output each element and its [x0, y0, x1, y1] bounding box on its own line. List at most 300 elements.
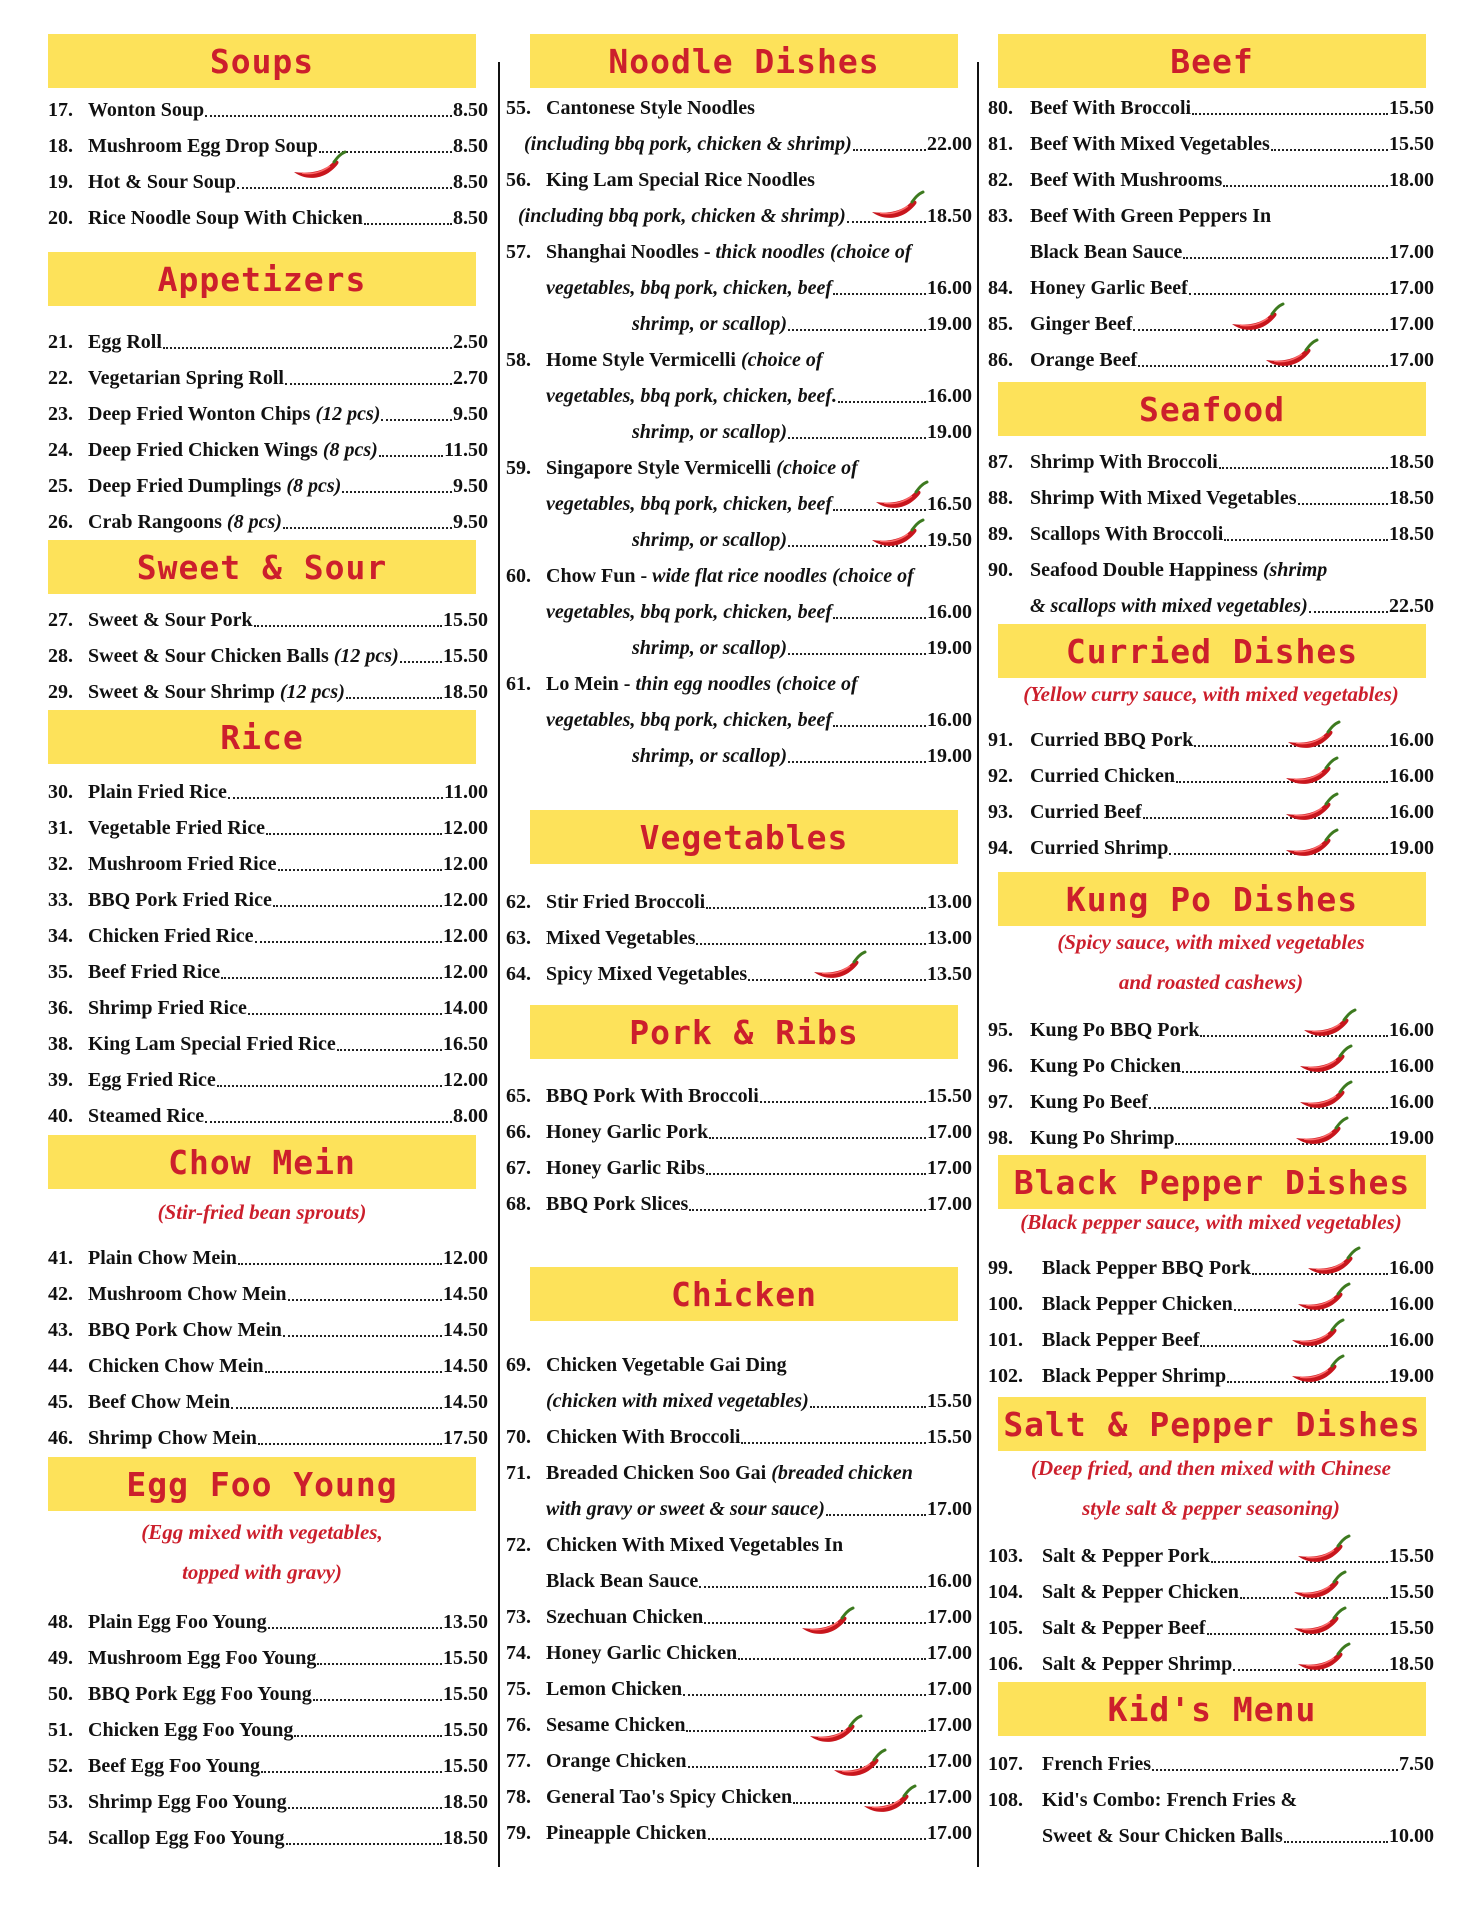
item-price: 16.00 [927, 277, 972, 299]
item-price: 16.50 [443, 1033, 488, 1055]
menu-item [48, 160, 488, 194]
item-number: 18. [48, 135, 73, 157]
item-number: 44. [48, 1355, 73, 1377]
item-number: 71. [506, 1462, 531, 1484]
item-price: 18.50 [1389, 487, 1434, 509]
leader-dots [760, 1100, 926, 1103]
leader-dots [833, 508, 926, 511]
item-name: Mushroom Chow Mein [88, 1283, 287, 1305]
item-number: 84. [988, 277, 1013, 299]
menu-item [506, 266, 972, 300]
item-price: 10.00 [1389, 1825, 1434, 1847]
section-title: Chow Mein [168, 1142, 356, 1182]
item-price: 17.50 [443, 1427, 488, 1449]
item-name: Mushroom Fried Rice [88, 853, 277, 875]
item-name: Black Pepper BBQ Pork [1042, 1257, 1252, 1279]
leader-dots [221, 976, 442, 979]
item-name: Hot & Sour Soup [88, 171, 237, 193]
leader-dots [379, 454, 443, 457]
menu-item [506, 446, 972, 480]
item-name: BBQ Pork Slices [546, 1193, 689, 1215]
item-note: wide flat rice noodles (choice of [652, 565, 914, 587]
leader-dots [400, 660, 442, 663]
item-number: 28. [48, 645, 73, 667]
kung-po-header [998, 872, 1426, 926]
item-name: shrimp, or scallop) [632, 529, 788, 551]
menu-item [988, 512, 1434, 546]
item-name: Sweet & Sour Shrimp (12 pcs) [88, 681, 345, 703]
item-number: 53. [48, 1791, 73, 1813]
item-price: 17.00 [1389, 313, 1434, 335]
soups-header [48, 34, 476, 88]
item-name: Steamed Rice [88, 1105, 205, 1127]
leader-dots [265, 1370, 442, 1373]
item-number: 106. [988, 1653, 1023, 1675]
curried-header [998, 624, 1426, 678]
leader-dots [1152, 1768, 1398, 1771]
item-number: 66. [506, 1121, 531, 1143]
item-price: 18.50 [443, 1791, 488, 1813]
item-price: 17.00 [927, 1822, 972, 1844]
menu-item [506, 554, 972, 588]
item-name: Honey Garlic Pork [546, 1121, 709, 1143]
item-price: 17.00 [1389, 241, 1434, 263]
item-price: 22.00 [927, 133, 972, 155]
item-name: Scallop Egg Foo Young [88, 1827, 285, 1849]
item-number: 42. [48, 1283, 73, 1305]
item-price: 16.00 [927, 1570, 972, 1592]
menu-item [506, 1343, 972, 1377]
item-price: 18.50 [1389, 523, 1434, 545]
leader-dots [261, 1770, 442, 1773]
item-name: Black Pepper Chicken [1042, 1293, 1233, 1315]
item-number: 83. [988, 205, 1013, 227]
item-name: & scallops with mixed vegetables) [1030, 595, 1308, 617]
item-number: 75. [506, 1678, 531, 1700]
item-number: 104. [988, 1581, 1023, 1603]
leader-dots [273, 904, 442, 907]
menu-item [988, 1742, 1434, 1776]
item-price: 15.50 [443, 1683, 488, 1705]
item-note: thin egg noodles (choice of [635, 673, 858, 695]
item-number: 34. [48, 925, 73, 947]
menu-item [506, 698, 972, 732]
leader-dots [696, 942, 926, 945]
item-number: 41. [48, 1247, 73, 1269]
section-title: Vegetables [639, 817, 849, 857]
item-price: 19.00 [1389, 1127, 1434, 1149]
item-price: 7.50 [1399, 1753, 1434, 1775]
item-price: 12.00 [443, 853, 488, 875]
item-name: Chicken Chow Mein [88, 1355, 264, 1377]
leader-dots [254, 624, 442, 627]
menu-item [48, 1744, 488, 1778]
leader-dots [283, 1334, 442, 1337]
leader-dots [689, 1208, 926, 1211]
item-note: (12 pcs) [315, 403, 381, 425]
leader-dots [228, 796, 443, 799]
item-name: Chicken With Mixed Vegetables In [546, 1534, 844, 1556]
leader-dots [1133, 328, 1388, 331]
item-number: 19. [48, 171, 73, 193]
leader-dots [1143, 816, 1388, 819]
leader-dots [1183, 256, 1388, 259]
item-name: vegetables, bbq pork, chicken, beef [546, 709, 833, 731]
item-price: 17.00 [927, 1606, 972, 1628]
item-number: 59. [506, 457, 531, 479]
item-price: 19.00 [1389, 837, 1434, 859]
item-number: 27. [48, 609, 73, 631]
item-name: (chicken with mixed vegetables) [546, 1390, 809, 1412]
menu-item [988, 1116, 1434, 1150]
leader-dots [237, 186, 452, 189]
noodle-dishes-header [530, 34, 958, 88]
menu-item [506, 230, 972, 264]
menu-item [988, 122, 1434, 156]
item-price: 16.00 [927, 709, 972, 731]
leader-dots [793, 1801, 926, 1804]
leader-dots [1234, 1308, 1388, 1311]
leader-dots [217, 1084, 442, 1087]
menu-item [988, 1246, 1434, 1280]
item-price: 17.00 [927, 1786, 972, 1808]
item-price: 16.00 [1389, 1329, 1434, 1351]
item-price: 13.00 [927, 927, 972, 949]
leader-dots [1224, 538, 1388, 541]
item-name: Kung Po BBQ Pork [1030, 1019, 1200, 1041]
item-number: 39. [48, 1069, 73, 1091]
item-price: 8.50 [453, 135, 488, 157]
item-number: 22. [48, 367, 73, 389]
item-number: 26. [48, 511, 73, 533]
item-name: Beef With Mixed Vegetables [1030, 133, 1270, 155]
item-number: 73. [506, 1606, 531, 1628]
chow-mein-header [48, 1135, 476, 1189]
menu-item [506, 1451, 972, 1485]
leader-dots [788, 652, 926, 655]
menu-item [48, 842, 488, 876]
item-number: 88. [988, 487, 1013, 509]
leader-dots [1309, 610, 1388, 613]
section-description: style salt & pepper seasoning) [1082, 1496, 1340, 1520]
item-name: Orange Chicken [546, 1750, 687, 1772]
menu-item [988, 1044, 1434, 1078]
item-number: 79. [506, 1822, 531, 1844]
item-number: 52. [48, 1755, 73, 1777]
menu-item [988, 1606, 1434, 1640]
leader-dots [268, 1626, 442, 1629]
menu-item [988, 440, 1434, 474]
leader-dots [1298, 502, 1388, 505]
item-number: 32. [48, 853, 73, 875]
item-name: Seafood Double Happiness (shrimp [1030, 559, 1328, 581]
item-number: 50. [48, 1683, 73, 1705]
menu-item [506, 338, 972, 372]
item-price: 15.50 [443, 645, 488, 667]
menu-item [48, 320, 488, 354]
menu-item [48, 1272, 488, 1306]
item-name: vegetables, bbq pork, chicken, beef. [546, 385, 838, 407]
item-price: 18.50 [443, 1827, 488, 1849]
item-price: 18.00 [1389, 169, 1434, 191]
item-number: 33. [48, 889, 73, 911]
item-name: Beef With Broccoli [1030, 97, 1192, 119]
menu-item [506, 518, 972, 552]
item-price: 16.00 [1389, 801, 1434, 823]
leader-dots [1211, 1560, 1388, 1563]
menu-item [506, 410, 972, 444]
item-number: 68. [506, 1193, 531, 1215]
menu-item [506, 1182, 972, 1216]
item-price: 13.00 [927, 891, 972, 913]
item-number: 74. [506, 1642, 531, 1664]
section-title: Chicken [670, 1274, 818, 1314]
item-price: 15.50 [443, 1755, 488, 1777]
leader-dots [788, 760, 926, 763]
leader-dots [205, 1120, 452, 1123]
item-number: 87. [988, 451, 1013, 473]
item-name: Chicken Fried Rice [88, 925, 254, 947]
item-name: Black Pepper Beef [1042, 1329, 1200, 1351]
item-name: King Lam Special Rice Noodles [546, 169, 815, 191]
leader-dots [748, 978, 926, 981]
menu-item [48, 464, 488, 498]
item-number: 38. [48, 1033, 73, 1055]
menu-item [988, 1814, 1434, 1848]
menu-item [988, 1008, 1434, 1042]
item-price: 18.50 [1389, 451, 1434, 473]
item-name: Crab Rangoons (8 pcs) [88, 511, 282, 533]
item-price: 8.50 [453, 171, 488, 193]
item-price: 12.00 [443, 925, 488, 947]
item-number: 25. [48, 475, 73, 497]
item-note: (shrimp [1262, 559, 1328, 581]
menu-item [506, 880, 972, 914]
leader-dots [205, 114, 452, 117]
menu-item [988, 302, 1434, 336]
item-price: 9.50 [453, 511, 488, 533]
item-name: Black Bean Sauce [546, 1570, 699, 1592]
menu-item [48, 1380, 488, 1414]
leader-dots [699, 1585, 926, 1588]
item-name: Chow Fun - wide flat rice noodles (choice of [546, 565, 914, 587]
item-price: 9.50 [453, 475, 488, 497]
item-name: Deep Fried Dumplings (8 pcs) [88, 475, 342, 497]
item-name: Sweet & Sour Pork [88, 609, 253, 631]
item-name: Curried Shrimp [1030, 837, 1169, 859]
leader-dots [238, 1262, 442, 1265]
item-number: 62. [506, 891, 531, 913]
menu-item [48, 124, 488, 158]
item-name: Vegetarian Spring Roll [88, 367, 284, 389]
item-name: Curried BBQ Pork [1030, 729, 1194, 751]
item-number: 29. [48, 681, 73, 703]
item-number: 20. [48, 207, 73, 229]
item-name: vegetables, bbq pork, chicken, beef [546, 493, 833, 515]
item-price: 2.70 [453, 367, 488, 389]
item-name: King Lam Special Fried Rice [88, 1033, 336, 1055]
column-divider-left [498, 62, 500, 1867]
leader-dots [1252, 1272, 1388, 1275]
menu-item [48, 1780, 488, 1814]
item-price: 16.00 [1389, 729, 1434, 751]
item-name: with gravy or sweet & sour sauce) [546, 1498, 825, 1520]
item-number: 40. [48, 1105, 73, 1127]
item-name: Ginger Beef [1030, 313, 1133, 335]
appetizers-header [48, 252, 476, 306]
leader-dots [288, 1806, 442, 1809]
section-title: Egg Foo Young [126, 1464, 398, 1504]
kids-menu-header [998, 1682, 1426, 1736]
item-price: 14.50 [443, 1355, 488, 1377]
item-number: 46. [48, 1427, 73, 1449]
item-number: 17. [48, 99, 73, 121]
menu-item [506, 734, 972, 768]
item-price: 11.50 [444, 439, 488, 461]
item-name: Lemon Chicken [546, 1678, 683, 1700]
item-name: Beef With Green Peppers In [1030, 205, 1272, 227]
item-price: 16.00 [1389, 1257, 1434, 1279]
item-price: 13.50 [927, 963, 972, 985]
section-title: Curried Dishes [1065, 631, 1359, 671]
item-number: 36. [48, 997, 73, 1019]
item-price: 16.00 [1389, 1293, 1434, 1315]
item-number: 105. [988, 1617, 1023, 1639]
menu-item [48, 1416, 488, 1450]
section-description: topped with gravy) [182, 1560, 342, 1584]
item-price: 16.00 [927, 385, 972, 407]
item-number: 48. [48, 1611, 73, 1633]
menu-item [506, 1415, 972, 1449]
leader-dots [1227, 1380, 1388, 1383]
item-name: BBQ Pork Chow Mein [88, 1319, 282, 1341]
menu-item [48, 500, 488, 534]
section-title: Sweet & Sour [136, 547, 388, 587]
item-name: Shrimp Fried Rice [88, 997, 247, 1019]
section-title: Pork & Ribs [629, 1012, 859, 1052]
menu-item [48, 1236, 488, 1270]
leader-dots [847, 220, 926, 223]
leader-dots [346, 696, 442, 699]
item-name: Scallops With Broccoli [1030, 523, 1224, 545]
item-price: 15.50 [443, 609, 488, 631]
item-price: 15.50 [1389, 1545, 1434, 1567]
leader-dots [1219, 466, 1388, 469]
item-number: 72. [506, 1534, 531, 1556]
leader-dots [255, 940, 442, 943]
item-price: 15.50 [443, 1719, 488, 1741]
menu-item [988, 86, 1434, 120]
leader-dots [738, 1657, 926, 1660]
item-number: 31. [48, 817, 73, 839]
menu-item [988, 230, 1434, 264]
menu-item [506, 1739, 972, 1773]
leader-dots [1284, 1840, 1388, 1843]
item-number: 78. [506, 1786, 531, 1808]
pork-ribs-header [530, 1005, 958, 1059]
item-number: 101. [988, 1329, 1023, 1351]
item-price: 12.00 [443, 1069, 488, 1091]
item-name: Pineapple Chicken [546, 1822, 707, 1844]
egg-foo-young-header [48, 1457, 476, 1511]
section-description: (Black pepper sauce, with mixed vegetables) [1020, 1210, 1402, 1234]
menu-item [506, 374, 972, 408]
leader-dots [342, 490, 452, 493]
menu-item [48, 950, 488, 984]
leader-dots [1176, 780, 1388, 783]
item-name: shrimp, or scallop) [632, 313, 788, 335]
leader-dots [706, 1172, 926, 1175]
vegetables-header [530, 810, 958, 864]
menu-item [48, 1816, 488, 1850]
item-price: 15.50 [927, 1426, 972, 1448]
leader-dots [1169, 852, 1388, 855]
leader-dots [833, 724, 926, 727]
item-name: Plain Chow Mein [88, 1247, 237, 1269]
item-name: Shrimp Chow Mein [88, 1427, 257, 1449]
item-name: Wonton Soup [88, 99, 205, 121]
menu-item [48, 1672, 488, 1706]
item-name: Honey Garlic Ribs [546, 1157, 705, 1179]
menu-item [506, 122, 972, 156]
item-number: 55. [506, 97, 531, 119]
chicken-header [530, 1267, 958, 1321]
item-number: 23. [48, 403, 73, 425]
leader-dots [1223, 184, 1388, 187]
leader-dots [853, 148, 926, 151]
menu-item [506, 1074, 972, 1108]
item-number: 67. [506, 1157, 531, 1179]
item-number: 58. [506, 349, 531, 371]
item-number: 89. [988, 523, 1013, 545]
menu-item [48, 1094, 488, 1128]
item-name: Chicken With Broccoli [546, 1426, 741, 1448]
leader-dots [704, 1621, 926, 1624]
item-name: Sesame Chicken [546, 1714, 686, 1736]
item-name: Curried Beef [1030, 801, 1142, 823]
menu-item [988, 266, 1434, 300]
rice-header [48, 710, 476, 764]
column-divider-right [977, 62, 979, 1867]
leader-dots [741, 1441, 926, 1444]
leader-dots [163, 346, 452, 349]
item-number: 108. [988, 1789, 1023, 1811]
item-price: 14.50 [443, 1283, 488, 1305]
item-name: Beef Egg Foo Young [88, 1755, 261, 1777]
menu-item [48, 634, 488, 668]
menu-item [48, 1308, 488, 1342]
sweet-sour-header [48, 540, 476, 594]
item-name: Salt & Pepper Beef [1042, 1617, 1206, 1639]
menu-item [506, 952, 972, 986]
item-number: 92. [988, 765, 1013, 787]
section-description: (Egg mixed with vegetables, [141, 1520, 383, 1544]
item-number: 51. [48, 1719, 73, 1741]
menu-item [988, 1570, 1434, 1604]
menu-item [988, 1354, 1434, 1388]
item-price: 17.00 [927, 1642, 972, 1664]
item-name: Shrimp Egg Foo Young [88, 1791, 287, 1813]
item-price: 12.00 [443, 961, 488, 983]
menu-item [506, 590, 972, 624]
leader-dots [266, 832, 442, 835]
item-price: 8.00 [453, 1105, 488, 1127]
item-note: (12 pcs) [333, 645, 399, 667]
menu-item [506, 1667, 972, 1701]
leader-dots [709, 1136, 926, 1139]
item-price: 16.00 [1389, 1091, 1434, 1113]
section-title: Appetizers [157, 259, 367, 299]
